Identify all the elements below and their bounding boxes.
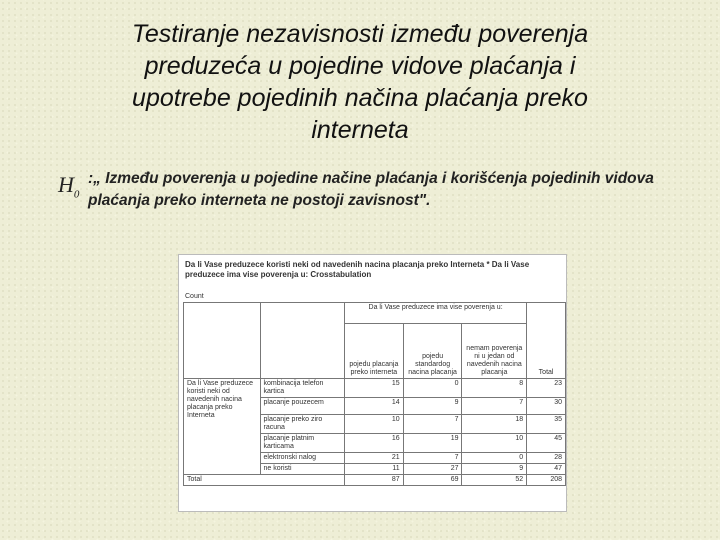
cell-total: 208: [527, 474, 566, 485]
cell-value: 14: [345, 397, 404, 414]
cell-total: 28: [527, 452, 566, 463]
row-label: ne koristi: [260, 463, 344, 474]
slide-title: [40, 18, 680, 146]
row-label: placanje platnim karticama: [260, 433, 344, 452]
cell-value: 87: [345, 474, 404, 485]
cell-value: 10: [345, 414, 404, 433]
cell-value: 0: [462, 452, 527, 463]
title-line: upotrebe pojedinih načina plaćanja preko: [132, 84, 588, 112]
cell-value: 19: [403, 433, 462, 452]
cell-value: 9: [403, 397, 462, 414]
cell-value: 0: [403, 378, 462, 397]
cell-value: 9: [462, 463, 527, 474]
total-header: Total: [527, 324, 566, 379]
hypothesis-text: :„ Između poverenja u pojedine načine plaćanja i korišćenja pojedinih vidova plaćanja preko interneta ne postoji zavisnost".: [88, 170, 654, 209]
column-group-header: Da li Vase preduzece ima vise poverenja u:: [345, 303, 527, 324]
hypothesis-symbol: $H_0$: [58, 172, 80, 201]
cell-total: 23: [527, 378, 566, 397]
crosstab-table: [183, 302, 566, 486]
crosstab-title-line: Da li Vase preduzece koristi neki od navedenih nacina placanja preko Interneta * Da li Vase: [185, 260, 530, 269]
cell-value: 16: [345, 433, 404, 452]
crosstab-title: [185, 260, 545, 280]
title-line: preduzeća u pojedine vidove plaćanja i: [144, 52, 576, 80]
column-header: pojedu placanja preko interneta: [345, 324, 404, 379]
cell-value: 8: [462, 378, 527, 397]
total-row-label: Total: [184, 474, 345, 485]
cell-value: 18: [462, 414, 527, 433]
row-group-label: Da li Vase preduzece koristi neki od navedenih nacina placanja preko Interneta: [184, 378, 261, 474]
cell-value: 52: [462, 474, 527, 485]
cell-total: 35: [527, 414, 566, 433]
cell-value: 7: [403, 414, 462, 433]
table-row: [184, 474, 566, 485]
row-label: kombinacija telefon kartica: [260, 378, 344, 397]
count-label: Count: [185, 293, 204, 300]
cell-total: 30: [527, 397, 566, 414]
table-row: [184, 378, 566, 397]
cell-value: 11: [345, 463, 404, 474]
cell-total: 45: [527, 433, 566, 452]
cell-value: 21: [345, 452, 404, 463]
cell-value: 27: [403, 463, 462, 474]
title-line: interneta: [311, 116, 409, 144]
row-label: placanje preko ziro racuna: [260, 414, 344, 433]
cell-value: 7: [403, 452, 462, 463]
cell-value: 69: [403, 474, 462, 485]
row-label: placanje pouzecem: [260, 397, 344, 414]
crosstab-image: [178, 254, 567, 512]
cell-value: 7: [462, 397, 527, 414]
row-label: elektronski nalog: [260, 452, 344, 463]
crosstab-title-line: preduzece ima vise poverenja u: Crosstabulation: [185, 270, 372, 279]
hypothesis: [58, 168, 678, 212]
title-line: Testiranje nezavisnosti između poverenja: [131, 20, 589, 48]
cell-value: 15: [345, 378, 404, 397]
column-header: nemam poverenja ni u jedan od navedenih nacina placanja: [462, 324, 527, 379]
column-header: pojedu standardog nacina placanja: [403, 324, 462, 379]
cell-value: 10: [462, 433, 527, 452]
cell-total: 47: [527, 463, 566, 474]
